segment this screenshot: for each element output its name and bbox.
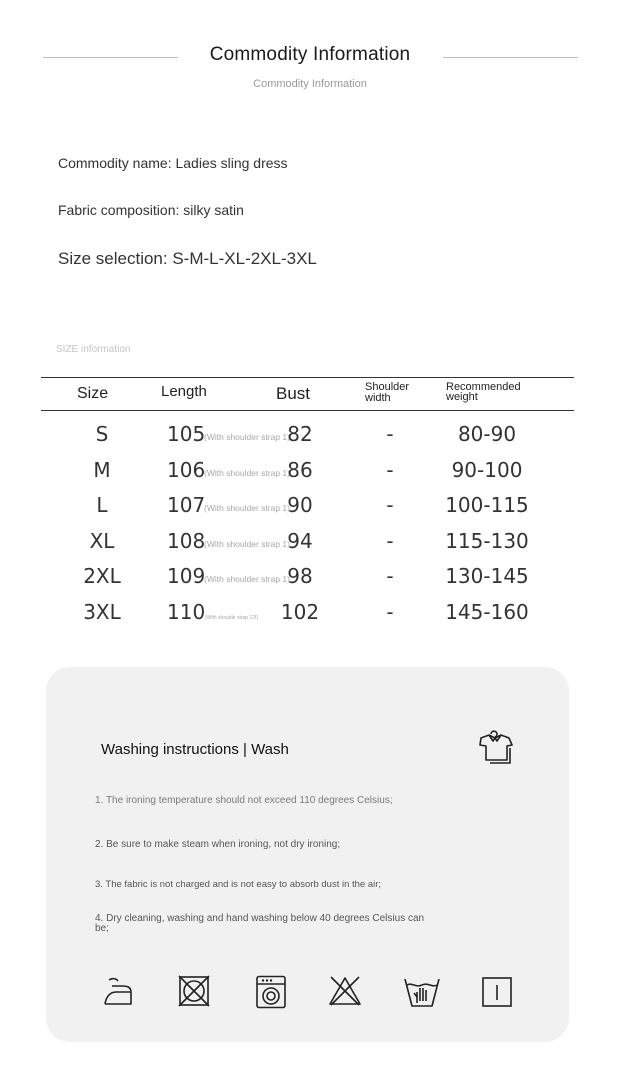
header-length: Length <box>161 383 207 400</box>
bust-cell: 82 <box>287 422 313 446</box>
size-table-caption: SIZE information <box>56 344 131 355</box>
length-note: (With shoulder strap 1) <box>204 468 290 478</box>
bust-cell: 86 <box>287 458 313 482</box>
fabric-composition: Fabric composition: silky satin <box>58 202 244 218</box>
shoulder-cell: - <box>386 600 394 624</box>
weight-cell: 115-130 <box>445 529 529 553</box>
header-shoulder-line1: Shoulder <box>365 381 410 393</box>
washing-item-2: 2. Be sure to make steam when ironing, not dry ironing; <box>95 839 341 850</box>
washing-item-4: 4. Dry cleaning, washing and hand washing below 40 degrees Celsius can be; <box>95 913 425 934</box>
bust-cell: 94 <box>287 529 313 553</box>
length-note: (With shoulder strap 1) <box>204 432 290 442</box>
length-note: (With shoulde strap 12f) <box>205 615 259 621</box>
header-weight-line1: Recommended <box>446 381 521 393</box>
weight-cell: 145-160 <box>445 600 529 624</box>
table-top-rule <box>41 377 574 378</box>
header-size: Size <box>77 385 109 402</box>
header-recommended-weight <box>446 382 521 402</box>
size-cell: 2XL <box>83 564 121 588</box>
page-subtitle: Commodity Information <box>253 78 367 90</box>
header-bust: Bust <box>276 384 311 403</box>
table-header-rule <box>41 410 574 411</box>
bust-cell: 90 <box>287 493 313 517</box>
washing-machine-icon <box>255 975 287 1009</box>
shoulder-cell: - <box>386 493 394 517</box>
commodity-name: Commodity name: Ladies sling dress <box>58 155 288 171</box>
no-tumble-dry-icon <box>178 975 210 1007</box>
shoulder-cell: - <box>386 529 394 553</box>
line-dry-icon <box>481 976 513 1008</box>
iron-icon <box>102 975 134 1007</box>
size-cell: 3XL <box>83 600 121 624</box>
weight-cell: 80-90 <box>457 422 517 446</box>
length-cell: 106 <box>167 458 206 482</box>
size-selection: Size selection: S-M-L-XL-2XL-3XL <box>58 249 317 268</box>
header-weight-line2: weight <box>446 391 478 403</box>
length-note: (With shoulder strap 1) <box>204 503 290 513</box>
length-cell: 109 <box>167 564 206 588</box>
header-shoulder-width <box>365 382 409 404</box>
weight-cell: 100-115 <box>445 493 529 517</box>
length-cell: 108 <box>167 529 206 553</box>
size-cell: XL <box>89 529 115 553</box>
header-shoulder-line2: width <box>365 392 391 404</box>
length-note: (With shoulder strap 1) <box>204 574 290 584</box>
shirt-hanger-icon <box>476 728 516 766</box>
bust-cell: 98 <box>287 564 313 588</box>
size-cell: L <box>96 493 108 517</box>
weight-cell: 90-100 <box>451 458 523 482</box>
shoulder-cell: - <box>386 422 394 446</box>
shoulder-cell: - <box>386 458 394 482</box>
washing-item-1: 1. The ironing temperature should not exceed 110 degrees Celsius; <box>95 795 393 806</box>
washing-item-3: 3. The fabric is not charged and is not easy to absorb dust in the air; <box>95 879 382 890</box>
size-cell: S <box>95 422 109 446</box>
length-cell: 110 <box>167 600 206 624</box>
size-cell: M <box>93 458 111 482</box>
shoulder-cell: - <box>386 564 394 588</box>
hand-wash-icon <box>403 973 441 1009</box>
washing-title: Washing instructions | Wash <box>101 741 289 758</box>
length-note: (With shoulder strap 1) <box>204 539 290 549</box>
length-cell: 107 <box>167 493 206 517</box>
weight-cell: 130-145 <box>445 564 529 588</box>
no-bleach-icon <box>328 974 362 1008</box>
bust-cell: 102 <box>280 600 320 624</box>
length-cell: 105 <box>167 422 206 446</box>
page-title: Commodity Information <box>209 44 411 65</box>
